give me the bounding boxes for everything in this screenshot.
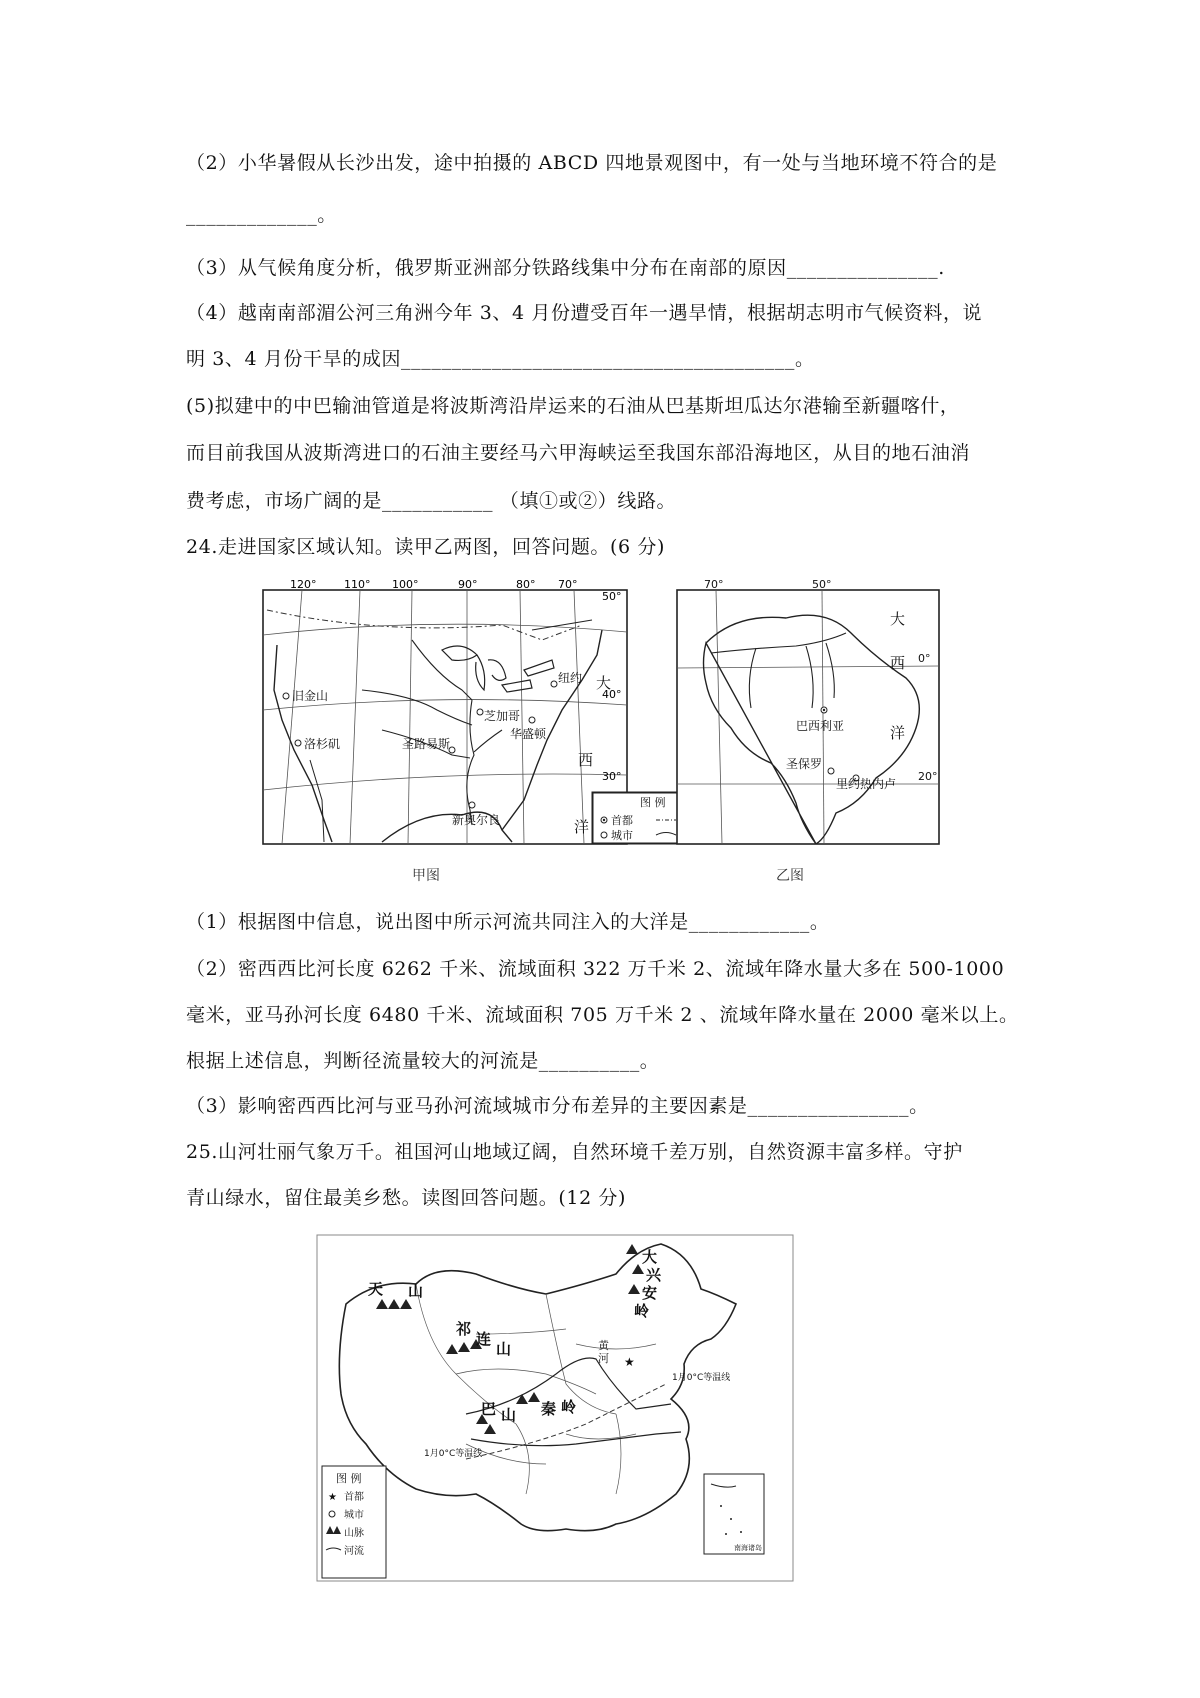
inset-label: 南海诸岛 <box>734 1544 762 1552</box>
city-brasilia: 巴西利亚 <box>796 719 845 733</box>
question-24-title: 24.走进国家区域认知。读甲乙两图，回答问题。(6 分) <box>186 536 665 558</box>
question-5-line-3: 费考虑，市场广阔的是___________ （填①或②）线路。 <box>186 490 677 512</box>
svg-text:★: ★ <box>328 1492 337 1503</box>
yi-ocean-char-3: 洋 <box>890 724 906 742</box>
label-shan-3: 山 <box>501 1406 517 1424</box>
lon-label-120: 120° <box>290 578 317 591</box>
label-an: 安 <box>642 1284 658 1302</box>
label-qin: 秦 <box>541 1400 557 1418</box>
label-shan-2: 山 <box>496 1340 512 1358</box>
china-legend-capital: 首都 <box>344 1492 364 1503</box>
lon-label-90: 90° <box>458 578 478 591</box>
china-legend-title: 图 例 <box>336 1472 362 1485</box>
question-2-line-1: （2）小华暑假从长沙出发，途中拍摄的 ABCD 四地景观图中，有一处与当地环境不符合的是 <box>186 152 998 174</box>
lat-label-40: 40° <box>602 688 622 701</box>
question-5-line-2: 而目前我国从波斯湾进口的石油主要经马六甲海峡运至我国东部沿海地区，从目的地石油消 <box>186 442 971 464</box>
city-sao-paulo: 圣保罗 <box>786 757 823 771</box>
city-rio: 里约热内卢 <box>836 777 897 791</box>
yi-ocean-char-1: 大 <box>890 610 906 628</box>
map-jia <box>262 580 632 888</box>
label-shan-1: 山 <box>408 1282 424 1300</box>
china-legend <box>322 1466 386 1578</box>
label-da: 大 <box>642 1248 658 1266</box>
china-legend-city: 城市 <box>344 1510 364 1521</box>
question-3-line: （3）从气候角度分析，俄罗斯亚洲部分铁路线集中分布在南部的原因_______________. <box>186 257 945 279</box>
lon-label-110: 110° <box>344 578 371 591</box>
city-chicago: 芝加哥 <box>484 709 521 723</box>
yi-lat-0: 0° <box>918 652 931 665</box>
label-xing: 兴 <box>646 1266 662 1284</box>
city-washington: 华盛顿 <box>510 727 547 741</box>
label-qi: 祁 <box>456 1320 472 1338</box>
question-5-line-1: (5)拟建中的中巴输油管道是将波斯湾沿岸运来的石油从巴基斯坦瓜达尔港输至新疆喀什， <box>186 395 960 417</box>
legend-capital: 首都 <box>611 814 633 827</box>
lat-label-30: 30° <box>602 770 622 783</box>
question-24-1: （1）根据图中信息，说出图中所示河流共同注入的大洋是____________。 <box>186 911 830 933</box>
yi-lat-20: 20° <box>918 770 938 783</box>
question-4-line-2: 明 3、4 月份干旱的成因_______________________________________。 <box>186 348 815 370</box>
lat-label-50: 50° <box>602 590 622 603</box>
question-4-line-1: （4）越南南部湄公河三角洲今年 3、4 月份遭受百年一遇旱情，根据胡志明市气候资料，说 <box>186 302 983 324</box>
map-yi <box>676 578 946 888</box>
ocean-char-1: 大 <box>596 674 612 692</box>
city-new-york: 纽约 <box>558 671 583 685</box>
city-los-angeles: 洛杉矶 <box>304 737 341 751</box>
label-huang: 黄 <box>598 1339 609 1352</box>
china-legend-mountain: 山脉 <box>344 1528 364 1539</box>
lon-label-70: 70° <box>558 578 578 591</box>
capital-star: ★ <box>624 1355 635 1369</box>
map-china <box>316 1234 796 1584</box>
question-25-line-2: 青山绿水，留住最美乡愁。读图回答问题。(12 分) <box>186 1187 627 1209</box>
label-ba: 巴 <box>481 1400 497 1418</box>
yi-ocean-char-2: 西 <box>890 654 906 672</box>
lon-label-100: 100° <box>392 578 419 591</box>
label-tian: 天 <box>368 1280 384 1298</box>
label-ling-1: 岭 <box>634 1302 650 1320</box>
question-24-2-line-2: 毫米，亚马孙河长度 6480 千米、流域面积 705 万千米 2 、流域年降水量在 2000 毫米以上。 <box>186 1004 1019 1026</box>
legend-title: 图 例 <box>640 796 666 809</box>
city-san-francisco: 旧金山 <box>292 689 329 703</box>
question-25-line-1: 25.山河壮丽气象万千。祖国河山地域辽阔，自然环境千差万别，自然资源丰富多样。守护 <box>186 1141 963 1163</box>
isotherm-label-2: 1月0°C等温线 <box>424 1449 483 1459</box>
question-24-2-line-3: 根据上述信息，判断径流量较大的河流是__________。 <box>186 1050 660 1072</box>
caption-jia: 甲图 <box>412 868 440 884</box>
ocean-char-2: 西 <box>578 751 594 769</box>
ocean-char-3: 洋 <box>574 818 590 836</box>
isotherm-label-1: 1月0°C等温线 <box>672 1373 731 1383</box>
label-lian: 连 <box>476 1330 492 1348</box>
yi-lon-70: 70° <box>704 578 724 591</box>
china-legend-river: 河流 <box>344 1546 364 1557</box>
inset-south-china-sea <box>704 1474 764 1554</box>
label-he: 河 <box>598 1352 609 1365</box>
question-24-3: （3）影响密西西比河与亚马孙河流域城市分布差异的主要因素是________________。 <box>186 1095 929 1117</box>
question-24-2-line-1: （2）密西西比河长度 6262 千米、流域面积 322 万千米 2、流域年降水量大多在 500-1000 <box>186 958 1005 980</box>
legend-city: 城市 <box>611 829 633 842</box>
label-ling-2: 岭 <box>561 1398 577 1416</box>
lon-label-80: 80° <box>516 578 536 591</box>
question-2-line-2: _____________。 <box>186 204 337 226</box>
yi-lon-50: 50° <box>812 578 832 591</box>
caption-yi: 乙图 <box>776 868 804 884</box>
city-st-louis: 圣路易斯 <box>402 737 451 751</box>
city-new-orleans: 新奥尔良 <box>452 813 501 827</box>
